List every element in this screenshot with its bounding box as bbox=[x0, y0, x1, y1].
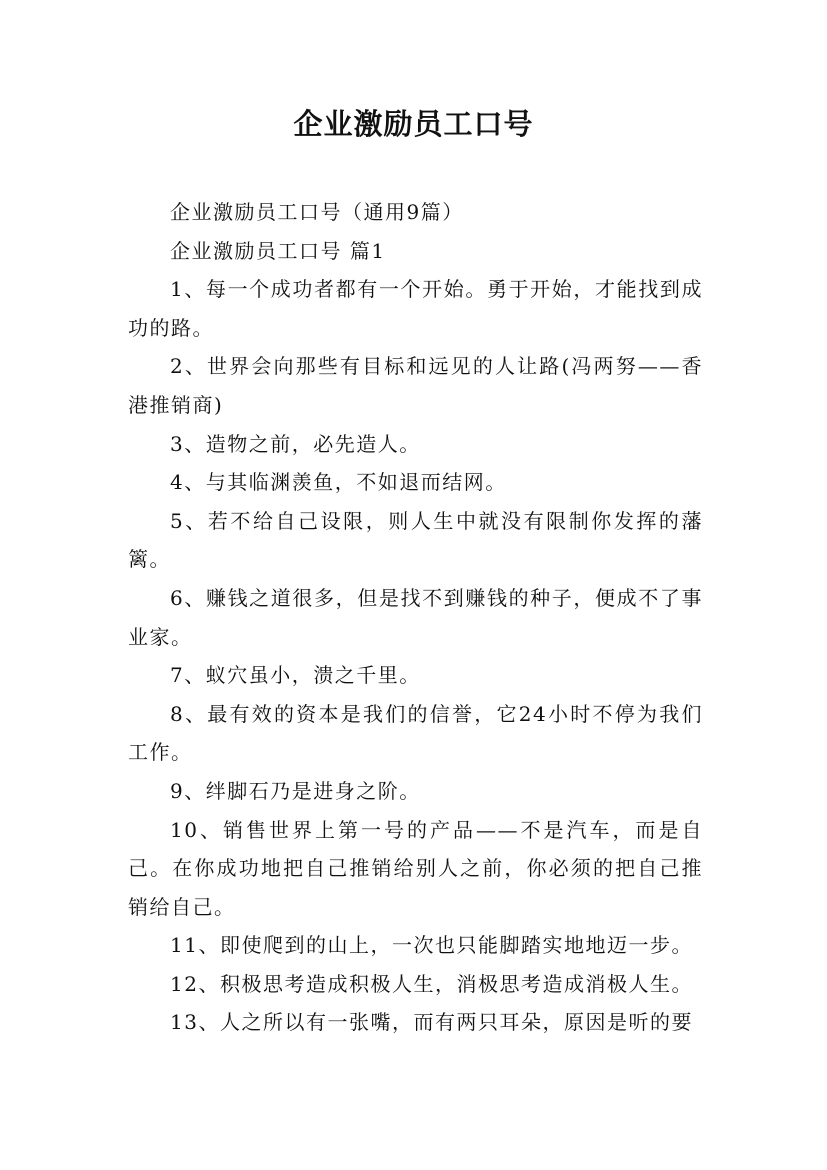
paragraph-slogan-2: 2、世界会向那些有目标和远见的人让路(冯两努——香港推销商) bbox=[128, 354, 703, 417]
paragraph-subtitle: 企业激励员工口号（通用9篇） bbox=[170, 200, 464, 224]
document-body bbox=[128, 193, 703, 1042]
paragraph-slogan-6: 6、赚钱之道很多，但是找不到赚钱的种子，便成不了事业家。 bbox=[128, 585, 703, 649]
paragraph-slogan-13: 13、人之所以有一张嘴，而有两只耳朵，原因是听的要 bbox=[170, 1010, 693, 1035]
paragraph-slogan-4: 4、与其临渊羡鱼，不如退而结网。 bbox=[170, 470, 507, 495]
paragraph-slogan-11: 11、即使爬到的山上，一次也只能脚踏实地地迈一步。 bbox=[170, 933, 693, 958]
paragraph-slogan-10: 10、销售世界上第一号的产品——不是汽车，而是自己。在你成功地把自己推销给别人之前，你必须的把自己推销给自己。 bbox=[128, 817, 703, 919]
paragraph-slogan-7: 7、蚁穴虽小，溃之千里。 bbox=[170, 663, 421, 688]
paragraph-slogan-8: 8、最有效的资本是我们的信誉，它24小时不停为我们工作。 bbox=[128, 701, 703, 765]
paragraph-section-heading: 企业激励员工口号 篇1 bbox=[170, 238, 386, 263]
document-title: 企业激励员工口号 bbox=[293, 107, 534, 141]
paragraph-slogan-12: 12、积极思考造成积极人生，消极思考造成消极人生。 bbox=[170, 971, 693, 996]
paragraph-slogan-9: 9、绊脚石乃是进身之阶。 bbox=[170, 778, 421, 803]
paragraph-slogan-3: 3、造物之前，必先造人。 bbox=[170, 431, 421, 456]
paragraph-slogan-1: 1、每一个成功者都有一个开始。勇于开始，才能找到成功的路。 bbox=[128, 277, 703, 340]
paragraph-slogan-5: 5、若不给自己设限，则人生中就没有限制你发挥的藩篱。 bbox=[128, 508, 703, 572]
